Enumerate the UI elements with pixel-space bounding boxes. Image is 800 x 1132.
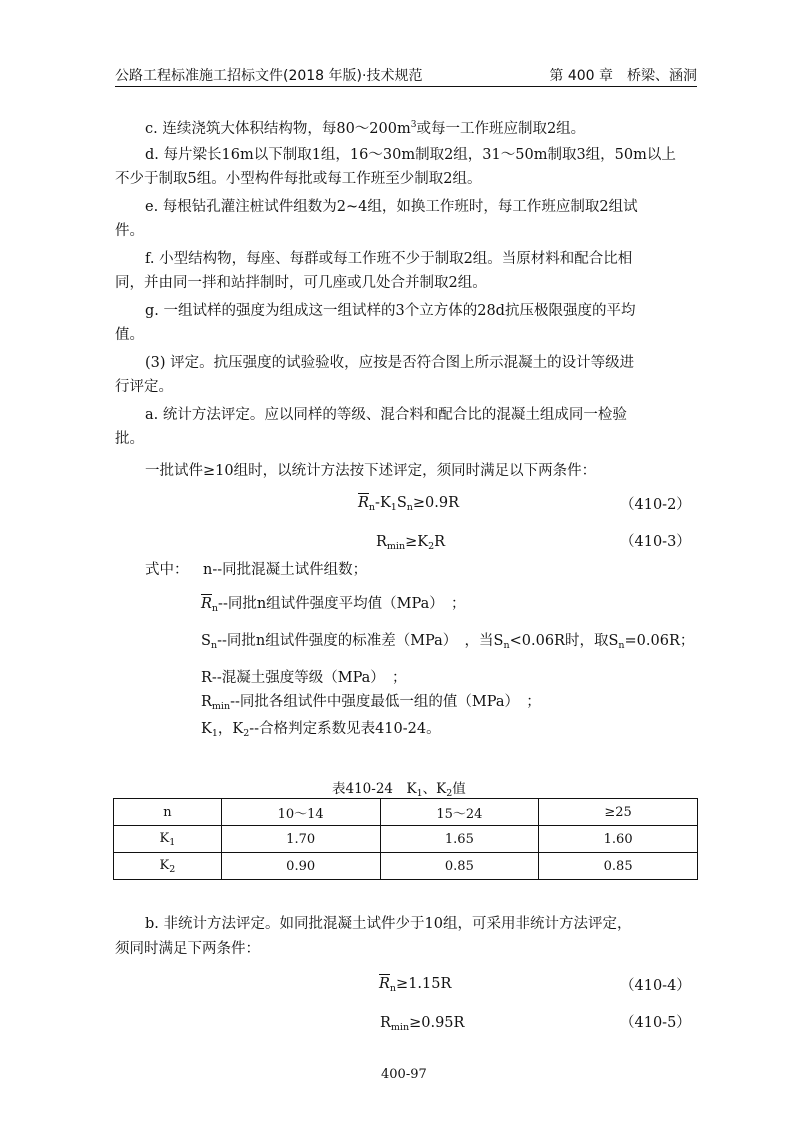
table-header-cell: ≥25 [539,799,698,826]
clause-a-line2: 批。 [115,431,144,447]
equation-label-410-5: （410-5） [620,1015,691,1031]
definition-sn: $S_n--$同批n组试件强度的标准差（MPa） ，当$S_n<0.06R$时，取$S_n=0.06R$； [201,633,695,651]
table-cell: 0.90 [221,853,380,880]
equation-410-4: $R_n\ge 1.15R$ [379,976,452,994]
definitions-lead: 式中： [145,562,189,578]
equation-label-410-3: （410-3） [620,534,691,550]
definition-rmin: $R_{min}--$同批各组试件中强度最低一组的值（MPa） ； [201,694,541,712]
clause-f-line1: f. 小型结构物，每座、每群或每工作班不少于制取2组。当原材料和配合比相 [145,251,633,267]
header-rule [115,86,697,87]
equation-label-410-4: （410-4） [620,978,691,994]
table-row [114,853,698,880]
equation-410-3: $R_{min}\ge K_2R$ [376,534,446,552]
clause-e-line1: e. 每根钻孔灌注桩试件组数为2~4组，如换工作班时，每工作班应制取2组试 [145,199,638,215]
table-cell: 1.60 [539,826,698,853]
clause-e-line2: 件。 [115,223,144,239]
definition-r: R--混凝土强度等级（MPa） ； [201,670,407,686]
clause-g-line1: g. 一组试样的强度为组成这一组试样的3个立方体的28d抗压极限强度的平均 [145,303,636,319]
clause-a-line1: a. 统计方法评定。应以同样的等级、混合料和配合比的混凝土组成同一检验 [145,407,627,423]
clause-b-line1: b. 非统计方法评定。如同批混凝土试件少于10组，可采用非统计方法评定， [145,916,632,932]
eq2-rbar: R [358,495,369,511]
table-header-cell: 10～14 [221,799,380,826]
clause-f-line2: 同，并由同一拌和站拌制时，可几座或几处合并制取2组。 [115,275,487,291]
table-row-label: $K_2$ [114,853,222,880]
table-cell: 0.85 [380,853,539,880]
batch-condition: 一批试件≥10组时，以统计方法按下述评定，须同时满足以下两条件： [145,463,597,479]
table-cell: 0.85 [539,853,698,880]
k-values-table [113,798,698,880]
table-header-cell: 15～24 [380,799,539,826]
definition-k: $K_1$，$K_2--$合格判定系数见表410-24。 [201,721,441,739]
definition-rbar: $R_n--$同批n组试件强度平均值（MPa） ； [201,596,466,614]
clause-c-sup: 3 [410,120,417,130]
table-row-label: $K_1$ [114,826,222,853]
table-row [114,826,698,853]
clause-d-line2: 不少于制取5组。小型构件每批或每工作班至少制取2组。 [115,171,482,187]
clause-c-text: c. 连续浇筑大体积结构物，每80～200m [145,121,411,137]
clause-d-line1: d. 每片梁长16m以下制取1组，16～30m制取2组，31～50m制取3组，50m以上 [145,147,676,163]
table-header-cell: n [114,799,222,826]
definition-n: n--同批混凝土试件组数； [203,562,368,578]
clause-c-tail: 或每一工作班应制取2组。 [416,121,586,137]
clause-g-line2: 值。 [115,327,144,343]
table-cell: 1.70 [221,826,380,853]
running-header-title: 公路工程标准施工招标文件(2018 年版)·技术规范 [115,68,423,84]
equation-410-2: $R_n-K_1S_n\ge 0.9R$ [358,495,460,513]
table-header-row [114,799,698,826]
section-3-line1: (3) 评定。抗压强度的试验验收，应按是否符合图上所示混凝土的设计等级进 [145,355,635,371]
clause-b-line2: 须同时满足下两条件： [115,941,260,957]
section-3-line2: 行评定。 [115,379,173,395]
equation-label-410-2: （410-2） [620,497,691,513]
equation-410-5: $R_{min}\ge 0.95R$ [380,1015,465,1033]
clause-c [145,115,585,139]
table-cell: 1.65 [380,826,539,853]
table-caption: 表410-24 $K_1$、$K_2$值 [332,781,466,799]
page-number: 400-97 [381,1067,427,1082]
running-header-chapter: 第 400 章 桥梁、涵洞 [549,68,697,84]
